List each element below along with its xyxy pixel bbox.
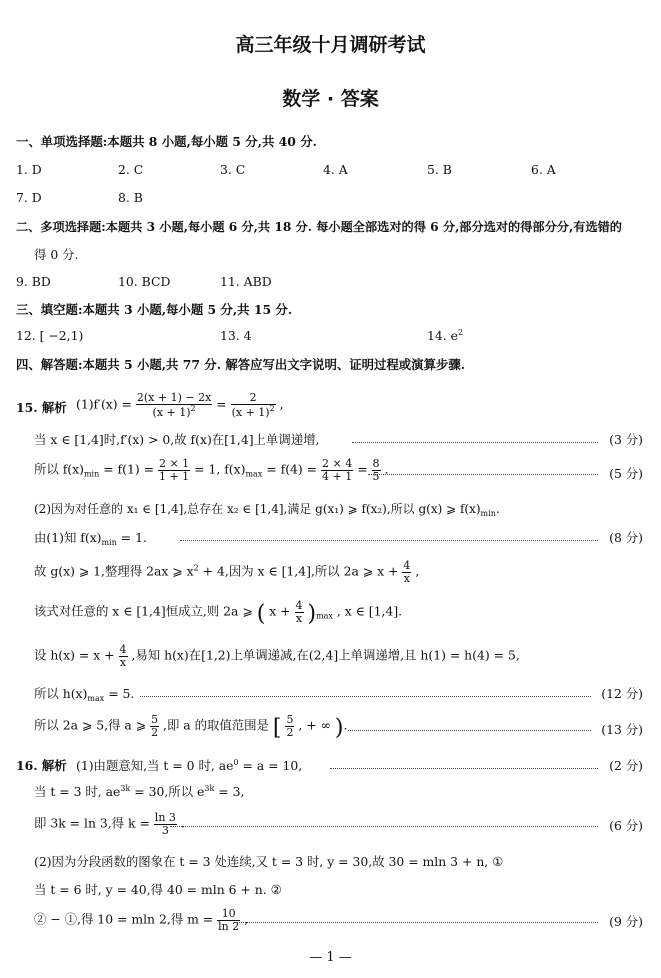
q15-label: 15. 解析 bbox=[16, 400, 67, 415]
section-3-answers bbox=[0, 328, 661, 352]
answer-9: 9. BD bbox=[16, 274, 51, 289]
q15-line-6: 故 g(x) ⩾ 1,整理得 2ax ⩾ $x^2 + 4$,因为 x ∈ [1,4],所以 2a ⩾ x + $\frac{4}{x}$ , bbox=[34, 559, 420, 585]
q15-line-3: 所以 $f(x)_{min} = f(1)$ = $\frac{2 \times 1}{1 + 1}$ = 1, $f(x)_{max} = f(4)$ = $\frac{2 \times 4}{4 + 1}$ = $\frac{8}{5}$ . (5 分) bbox=[34, 457, 643, 483]
q15-line-5: 由(1)知 $f(x)_{min} = 1$. (8 分) bbox=[34, 530, 643, 547]
q16-line-1: 16. 解析 (1)由题意知,当 t = 0 时, $ae^0 = a = 10$, (2 分) bbox=[16, 758, 643, 773]
answer-13: 13. 4 bbox=[220, 328, 252, 343]
section-1-answers-row-2 bbox=[0, 190, 661, 214]
q16-line-4: (2)因为分段函数的图象在 t = 3 处连续,又 t = 3 时, y = 30,故 30 = mln 3 + n, ① bbox=[34, 854, 504, 869]
section-1-header: 一、单项选择题:本题共 8 小题,每小题 5 分,共 40 分. bbox=[16, 134, 317, 149]
page-subtitle: 数学 · 答案 bbox=[282, 88, 379, 110]
q15-line-10: 所以 2a ⩾ 5,得 a ⩾ $\frac{5}{2}$ ,即 a 的取值范围是 [ $\frac{5}{2}$ , + ∞ ). (13 分) bbox=[34, 713, 643, 741]
q15-line-8: 设 h(x) = x + $\frac{4}{x}$ ,易知 h(x)在[1,2)上单调递减,在(2,4]上单调递增,且 h(1) = h(4) = 5, bbox=[34, 643, 520, 669]
page-number: — 1 — bbox=[309, 950, 352, 965]
section-2-header-cont: 得 0 分. bbox=[34, 247, 79, 262]
answer-5: 5. B bbox=[427, 162, 452, 177]
section-3-header: 三、填空题:本题共 3 小题,每小题 5 分,共 15 分. bbox=[16, 302, 293, 317]
section-4-header: 四、解答题:本题共 5 小题,共 77 分. 解答应写出文字说明、证明过程或演算步骤. bbox=[16, 357, 466, 372]
answer-8: 8. B bbox=[118, 190, 143, 205]
answer-11: 11. ABD bbox=[220, 274, 272, 289]
answer-3: 3. C bbox=[220, 162, 246, 177]
score-13: (13 分) bbox=[601, 722, 643, 737]
q15-line-7: 该式对任意的 x ∈ [1,4]恒成立,则 2a ⩾ ( x + $\frac{4}{x}$ )$_{max}$ , x ∈ [1,4]. bbox=[34, 599, 403, 627]
score-5: (5 分) bbox=[609, 466, 643, 481]
score-3: (3 分) bbox=[609, 432, 643, 447]
q15-line-4: (2)因为对任意的 x₁ ∈ [1,4],总存在 x₂ ∈ [1,4],满足 g(x₁) ⩾ f(x₂),所以 g(x) ⩾ $f(x)_{min}$. bbox=[34, 502, 500, 518]
section-2-answers bbox=[0, 274, 661, 298]
answer-12: 12. [ −2,1) bbox=[16, 328, 84, 343]
answer-14: 14. $e^2$ bbox=[427, 328, 464, 343]
score-2: (2 分) bbox=[609, 758, 643, 773]
q16-label: 16. 解析 bbox=[16, 758, 67, 773]
score-6: (6 分) bbox=[609, 818, 643, 833]
q16-line-3: 即 3k = ln 3,得 k = $\frac{\ln 3}{3}$ . (6 分) bbox=[34, 811, 643, 837]
score-8: (8 分) bbox=[609, 530, 643, 545]
score-9: (9 分) bbox=[609, 914, 643, 929]
section-2-header: 二、多项选择题:本题共 3 小题,每小题 6 分,共 18 分. 每小题全部选对的得 6 分,部分选对的得部分分,有选错的 bbox=[16, 220, 622, 234]
score-12: (12 分) bbox=[601, 686, 643, 701]
answer-6: 6. A bbox=[531, 162, 556, 177]
q15-line-2: 当 x ∈ [1,4]时,f′(x) > 0,故 f(x)在[1,4]上单调递增, (3 分) bbox=[34, 432, 643, 447]
q16-line-2: 当 t = 3 时, $ae^{3k} = 30$,所以 $e^{3k} = 3$, bbox=[34, 784, 245, 799]
answer-2: 2. C bbox=[118, 162, 144, 177]
q16-line-5: 当 t = 6 时, y = 40,得 40 = mln 6 + n. ② bbox=[34, 882, 282, 897]
answer-7: 7. D bbox=[16, 190, 42, 205]
q15-line-1: 15. 解析 (1)f′(x) = $\frac{2(x + 1) - 2x}{(x + 1)^2}$ = $\frac{2}{(x + 1)^2}$ , bbox=[16, 391, 284, 419]
q15-line-9: 所以 $h(x)_{max} = 5$. (12 分) bbox=[34, 686, 643, 703]
page-title: 高三年级十月调研考试 bbox=[235, 34, 426, 56]
q16-line-6: ② − ①,得 10 = mln 2,得 m = $\frac{10}{\ln 2}$ , (9 分) bbox=[34, 907, 643, 933]
answer-4: 4. A bbox=[323, 162, 348, 177]
answer-1: 1. D bbox=[16, 162, 42, 177]
answer-10: 10. BCD bbox=[118, 274, 171, 289]
section-1-answers-row-1 bbox=[0, 162, 661, 186]
